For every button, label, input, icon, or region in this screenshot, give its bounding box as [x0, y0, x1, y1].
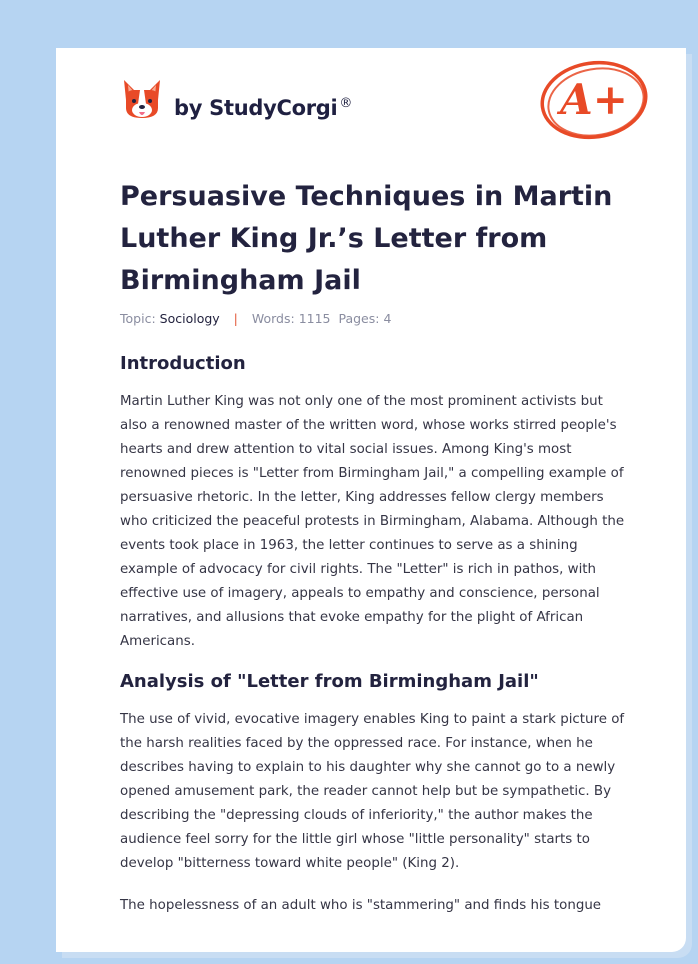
brand-name[interactable]	[174, 96, 352, 120]
section-heading-introduction: Introduction	[120, 353, 246, 374]
document-meta	[120, 311, 640, 326]
document-page	[56, 48, 686, 952]
paragraph-analysis-1: The use of vivid, evocative imagery enables King to paint a stark picture of the harsh realities faced by the oppressed race. For instance, when he describes having to explain to his daughter why she cannot go to a newly opened amusement park, the reader cannot help but be sympathetic. By describing the "depressing clouds of inferiority," the author makes the audience feel sorry for the little girl whose "little personality" starts to develop "bitterness toward white people" (King 2).	[120, 712, 625, 871]
brand-text: by StudyCorgi	[174, 96, 338, 120]
page-title: Persuasive Techniques in Martin Luther King Jr.’s Letter from Birmingham Jail	[120, 181, 613, 296]
corgi-logo-icon[interactable]	[120, 76, 164, 124]
section-heading-analysis: Analysis of "Letter from Birmingham Jail"	[120, 671, 539, 692]
registered-mark: ®	[339, 96, 353, 111]
topic-label: Topic:	[120, 311, 156, 326]
grade-text: A+	[560, 75, 628, 124]
words-label: Words:	[251, 311, 295, 326]
pages-label: Pages:	[338, 311, 380, 326]
document-content	[120, 350, 630, 918]
paragraph-introduction: Martin Luther King was not only one of the most prominent activists but also a renowned master of the written word, whose works stirred people's hearts and drew attention to vital social issues. Among King's most renowned pieces is "Letter from Birmingham Jail," a compelling example of persuasive rhetoric. In the letter, King addresses fellow clergy members who criticized the peaceful protests in Birmingham, Alabama. Although the events took place in 1963, the letter continues to serve as a shining example of advocacy for civil rights. The "Letter" is rich in pathos, with effective use of imagery, appeals to empathy and conscience, personal narratives, and allusions that evoke empathy for the plight of African Americans.	[120, 394, 625, 649]
words-value: 1115	[298, 311, 331, 326]
meta-separator: |	[233, 311, 238, 326]
paragraph-analysis-2: The hopelessness of an adult who is "stammering" and finds his tongue	[120, 898, 602, 913]
topic-link[interactable]: Sociology	[159, 311, 220, 326]
pages-value: 4	[383, 311, 392, 326]
a-plus-grade-icon	[538, 58, 650, 142]
